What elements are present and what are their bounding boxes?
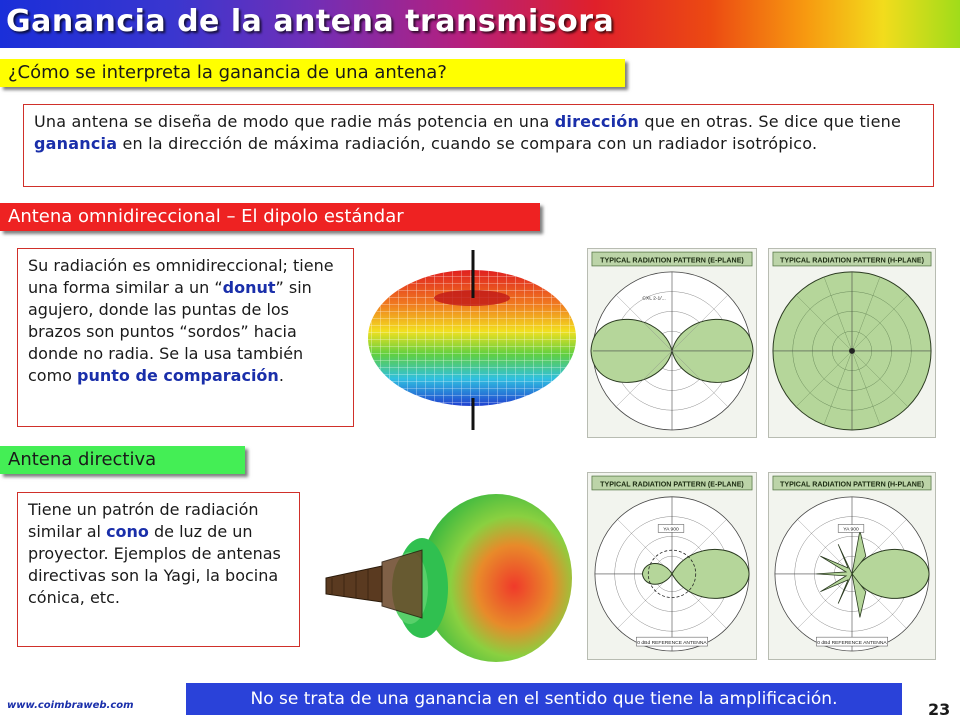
dipole-torus-figure: [362, 248, 580, 432]
yagi-tag-2: YA 900: [843, 527, 859, 533]
directive-lobe-figure: [318, 470, 576, 670]
dipole-h-plane-pattern: [768, 248, 936, 438]
intro-text: que en otras. Se dice que tiene: [639, 112, 902, 131]
h-plane-label: TYPICAL RADIATION PATTERN (H-PLANE): [779, 256, 925, 265]
reference-label: 0 dBd REFERENCE ANTENNA: [637, 641, 707, 647]
intro-text-box: [23, 104, 934, 187]
title-bar: [0, 0, 960, 48]
keyword-cono: cono: [106, 522, 149, 541]
keyword-ganancia: ganancia: [34, 134, 118, 153]
dipole-tag: CXL 2-1/...: [642, 296, 666, 302]
question-banner: ¿Cómo se interpreta la ganancia de una antena?: [0, 59, 625, 87]
reference-label-2: 0 dBd REFERENCE ANTENNA: [817, 641, 887, 647]
h-plane-label-2: TYPICAL RADIATION PATTERN (H-PLANE): [779, 480, 925, 489]
directive-e-plane-pattern: [587, 472, 757, 660]
omni-text: ” sin agujero, donde las puntas de los brazos son puntos “sordos” hacia donde no radia. Se la usa también como: [28, 278, 312, 385]
e-plane-label: TYPICAL RADIATION PATTERN (E-PLANE): [600, 256, 744, 265]
omni-heading: Antena omnidireccional – El dipolo estándar: [0, 203, 540, 231]
omni-text-box: [17, 248, 354, 427]
directive-text: Tiene un patrón de radiación similar al: [28, 500, 259, 541]
page-number: 23: [928, 700, 951, 719]
intro-text: en la dirección de máxima radiación, cuando se compara con un radiador isotrópico.: [117, 134, 818, 153]
dipole-e-plane-pattern: [587, 248, 757, 438]
yagi-tag: YA 900: [663, 527, 679, 533]
bottom-note: No se trata de una ganancia en el sentido que tiene la amplificación.: [186, 683, 902, 715]
keyword-punto-comparacion: punto de comparación: [77, 366, 279, 385]
directive-text: de luz de un proyector. Ejemplos de antenas directivas son la Yagi, la bocina cónica, etc.: [28, 522, 281, 607]
omni-text: .: [278, 366, 284, 385]
website-link[interactable]: www.coimbraweb.com: [7, 700, 134, 711]
keyword-donut: donut: [222, 278, 276, 297]
directive-text-box: [17, 492, 300, 647]
omni-text: Su radiación es omnidireccional; tiene una forma similar a un “: [28, 256, 334, 297]
keyword-direccion: dirección: [554, 112, 640, 131]
directive-h-plane-pattern: [768, 472, 936, 660]
e-plane-label-2: TYPICAL RADIATION PATTERN (E-PLANE): [600, 480, 744, 489]
directive-heading: Antena directiva: [0, 446, 245, 474]
slide-title: Ganancia de la antena transmisora: [6, 4, 615, 39]
intro-text: Una antena se diseña de modo que radie más potencia en una: [34, 112, 555, 131]
